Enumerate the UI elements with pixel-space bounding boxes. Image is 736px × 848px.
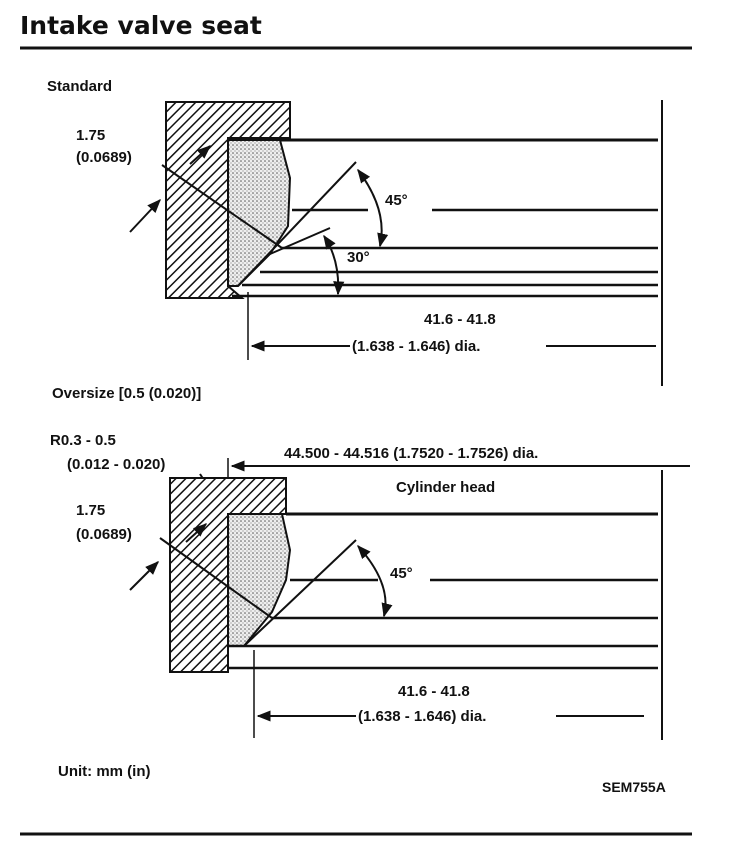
oversize-dia-mm: 41.6 - 41.8 <box>398 683 470 700</box>
cylinder-head-label: Cylinder head <box>396 479 496 496</box>
standard-angle-30: 30° <box>347 249 370 266</box>
oversize-radius-mm: R0.3 - 0.5 <box>50 432 116 449</box>
unit-note: Unit: mm (in) <box>58 763 151 780</box>
oversize-width-arrow-lower <box>130 562 158 590</box>
oversize-heading: Oversize [0.5 (0.020)] <box>52 385 202 402</box>
figure-code: SEM755A <box>602 779 666 795</box>
standard-45-arc <box>358 170 382 246</box>
oversize-seat-insert <box>228 514 290 646</box>
standard-dia-in: (1.638 - 1.646) dia. <box>352 338 481 355</box>
standard-dia-mm: 41.6 - 41.8 <box>424 311 496 328</box>
oversize-dia-in: (1.638 - 1.646) dia. <box>358 708 487 725</box>
oversize-radius-in: (0.012 - 0.020) <box>67 456 166 473</box>
oversize-width-in: (0.0689) <box>76 526 132 543</box>
standard-width-arrow-lower <box>130 200 160 232</box>
oversize-angle-45: 45° <box>390 565 413 582</box>
standard-heading: Standard <box>47 78 113 95</box>
standard-width-in: (0.0689) <box>76 149 132 166</box>
standard-angle-45: 45° <box>385 192 408 209</box>
oversize-section <box>50 385 690 740</box>
oversize-bore-dia: 44.500 - 44.516 (1.7520 - 1.7526) dia. <box>284 445 539 462</box>
page-title: Intake valve seat <box>20 11 262 40</box>
standard-section <box>47 78 662 386</box>
standard-width-mm: 1.75 <box>76 127 106 144</box>
oversize-width-mm: 1.75 <box>76 502 106 519</box>
